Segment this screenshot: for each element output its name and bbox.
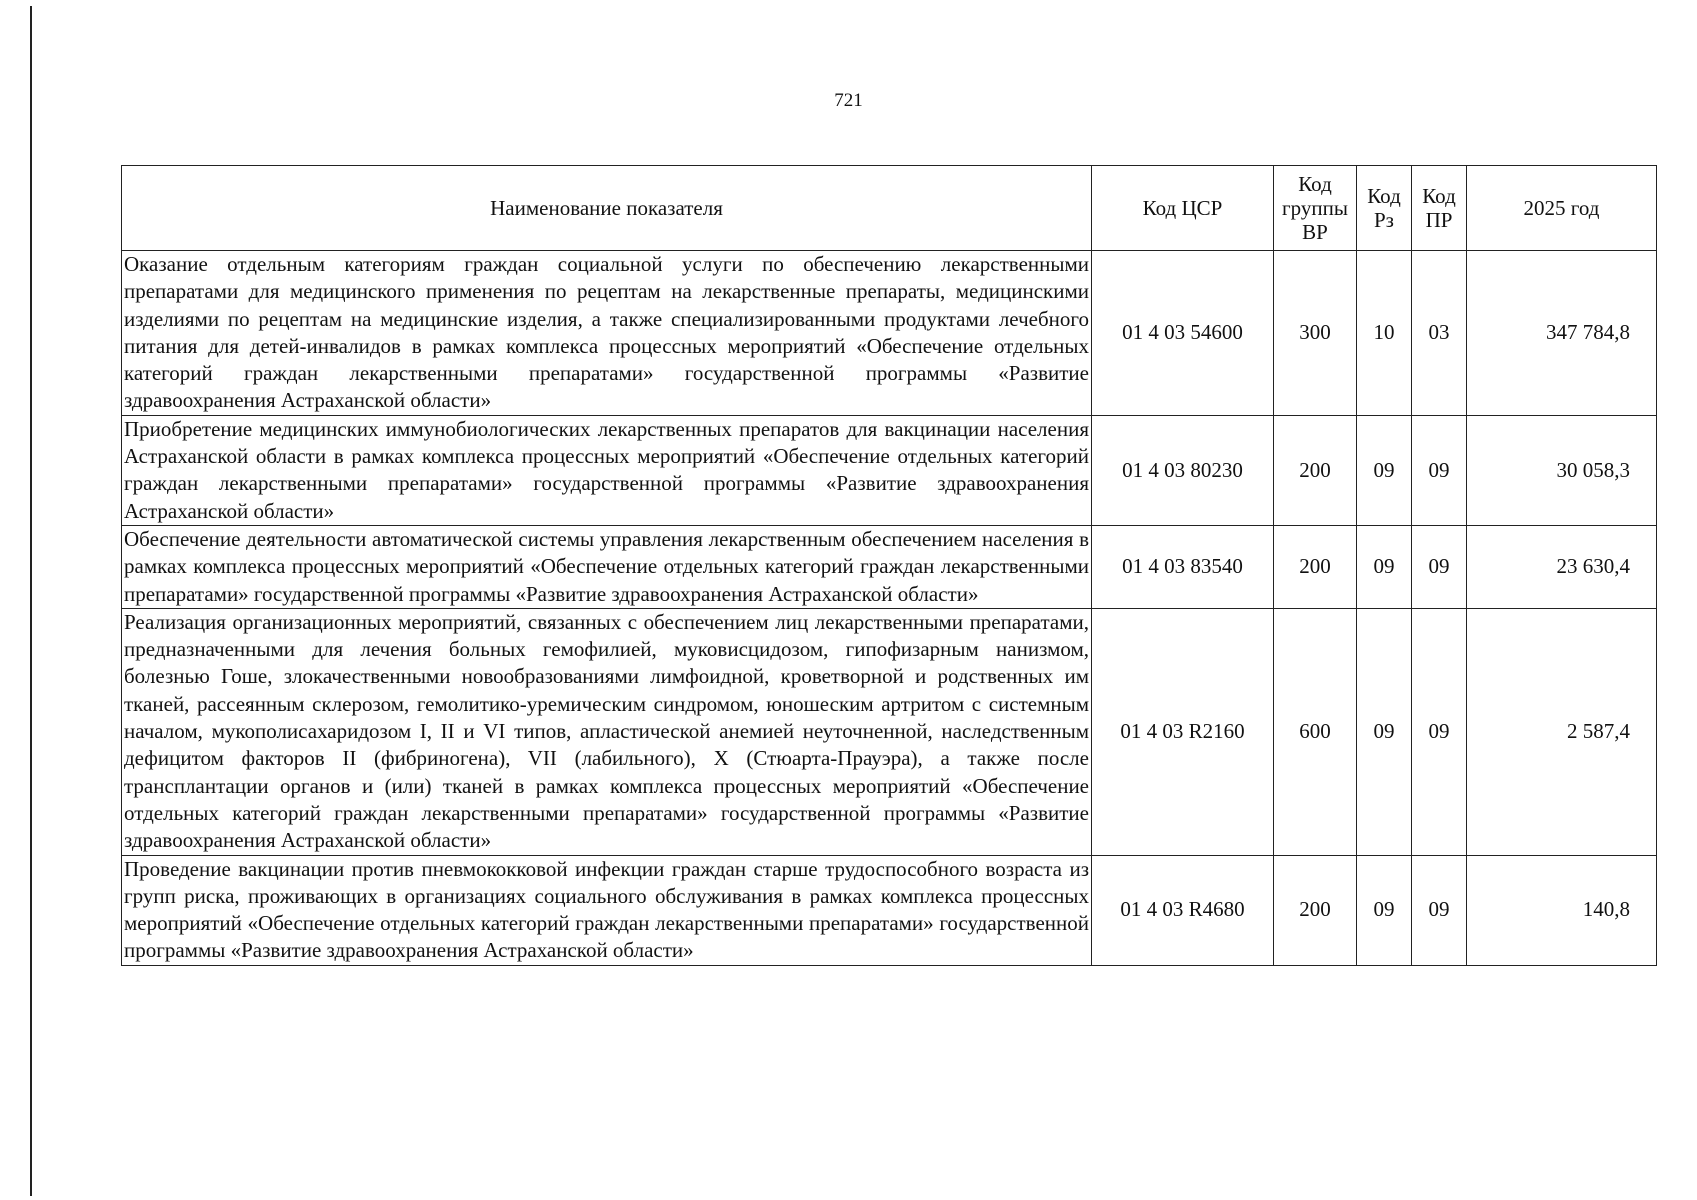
row-vr-code: 200	[1274, 525, 1357, 608]
row-pr-code: 09	[1412, 415, 1467, 525]
table-row	[122, 608, 1657, 855]
row-rz-code: 10	[1357, 251, 1412, 416]
page-number: 721	[834, 90, 863, 111]
row-name: Проведение вакцинации против пневмококковой инфекции граждан старше трудоспособного возраста из групп риска, проживающих в организациях социального обслуживания в рамках комплекса процессных мероприятий «Обеспечение отдельных категорий граждан лекарственными препаратами» государственной программы «Развитие здравоохранения Астраханской области»	[122, 855, 1092, 965]
row-name: Реализация организационных мероприятий, связанных с обеспечением лиц лекарственными препаратами, предназначенными для лечения больных гемофилией, муковисцидозом, гипофизарным нанизмом, болезнью Гоше, злокачественными новообразованиями лимфоидной, кроветворной и родственных им тканей, рассеянным склерозом, гемолитико-уремическим синдромом, юношеским артритом с системным началом, мукополисахаридозом I, II и VI типов, апластической анемией неуточненной, наследственным дефицитом факторов II (фибриногена), VII (лабильного), X (Стюарта-Прауэра), а также после трансплантации органов и (или) тканей в рамках комплекса процессных мероприятий «Обеспечение отдельных категорий граждан лекарственными препаратами» государственной программы «Развитие здравоохранения Астраханской области»	[122, 608, 1092, 855]
row-rz-code: 09	[1357, 525, 1412, 608]
table-row	[122, 251, 1657, 416]
budget-table	[121, 165, 1657, 966]
header-vr-code: Код группы ВР	[1274, 166, 1357, 251]
header-year: 2025 год	[1467, 166, 1657, 251]
row-name: Приобретение медицинских иммунобиологических лекарственных препаратов для вакцинации населения Астраханской области в рамках комплекса процессных мероприятий «Обеспечение отдельных категорий граждан лекарственными препаратами» государственной программы «Развитие здравоохранения Астраханской области»	[122, 415, 1092, 525]
row-pr-code: 03	[1412, 251, 1467, 416]
row-amount: 140,8	[1467, 855, 1657, 965]
row-amount: 23 630,4	[1467, 525, 1657, 608]
header-csr-code: Код ЦСР	[1092, 166, 1274, 251]
row-rz-code: 09	[1357, 855, 1412, 965]
table-header-row	[122, 166, 1657, 251]
header-rz-code: Код Рз	[1357, 166, 1412, 251]
row-amount: 347 784,8	[1467, 251, 1657, 416]
row-csr-code: 01 4 03 80230	[1092, 415, 1274, 525]
row-vr-code: 200	[1274, 855, 1357, 965]
row-rz-code: 09	[1357, 608, 1412, 855]
row-vr-code: 600	[1274, 608, 1357, 855]
row-csr-code: 01 4 03 83540	[1092, 525, 1274, 608]
row-vr-code: 300	[1274, 251, 1357, 416]
row-pr-code: 09	[1412, 855, 1467, 965]
row-rz-code: 09	[1357, 415, 1412, 525]
table-row	[122, 855, 1657, 965]
row-name: Оказание отдельным категориям граждан социальной услуги по обеспечению лекарственными препаратами для медицинского применения по рецептам на лекарственные препараты, медицинскими изделиями по рецептам на медицинские изделия, а также специализированными продуктами лечебного питания для детей-инвалидов в рамках комплекса процессных мероприятий «Обеспечение отдельных категорий граждан лекарственными препаратами» государственной программы «Развитие здравоохранения Астраханской области»	[122, 251, 1092, 416]
row-csr-code: 01 4 03 54600	[1092, 251, 1274, 416]
row-pr-code: 09	[1412, 608, 1467, 855]
row-name: Обеспечение деятельности автоматической системы управления лекарственным обеспечением населения в рамках комплекса процессных мероприятий «Обеспечение отдельных категорий граждан лекарственными препаратами» государственной программы «Развитие здравоохранения Астраханской области»	[122, 525, 1092, 608]
row-amount: 2 587,4	[1467, 608, 1657, 855]
row-csr-code: 01 4 03 R4680	[1092, 855, 1274, 965]
table-row	[122, 415, 1657, 525]
header-name: Наименование показателя	[122, 166, 1092, 251]
binding-margin-line	[30, 6, 32, 1196]
table-row	[122, 525, 1657, 608]
header-pr-code: Код ПР	[1412, 166, 1467, 251]
row-amount: 30 058,3	[1467, 415, 1657, 525]
row-csr-code: 01 4 03 R2160	[1092, 608, 1274, 855]
row-vr-code: 200	[1274, 415, 1357, 525]
row-pr-code: 09	[1412, 525, 1467, 608]
